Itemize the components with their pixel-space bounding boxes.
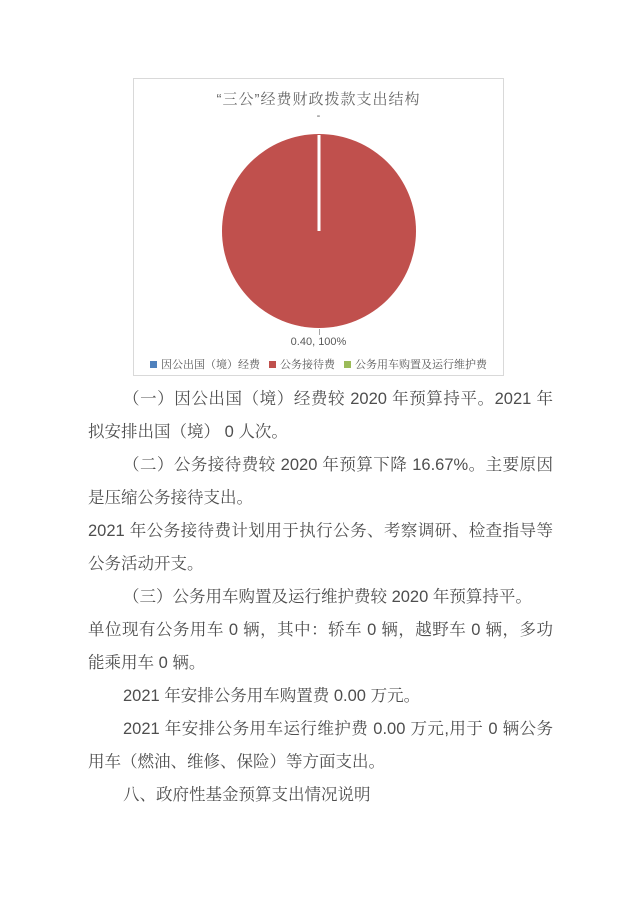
paragraph: 2021 年公务接待费计划用于执行公务、考察调研、检查指导等公务活动开支。	[88, 522, 553, 573]
section-heading: 八、政府性基金预算支出情况说明	[123, 786, 371, 804]
document-body	[88, 383, 553, 812]
paragraph: （一）因公出国（境）经费较 2020 年预算持平。2021 年拟安排出国（境） 0 人次。	[88, 390, 553, 441]
paragraph: 2021 年安排公务用车购置费 0.00 万元。	[123, 687, 421, 705]
pie-chart	[133, 78, 504, 376]
data-label-leader-line	[319, 329, 320, 335]
legend-item-reception	[269, 356, 335, 372]
legend-item-vehicles	[344, 356, 487, 372]
chart-title: “三公”经费财政拨款支出结构	[216, 91, 421, 108]
paragraph: （三）公务用车购置及运行维护费较 2020 年预算持平。	[123, 588, 532, 606]
pie-graphic	[222, 134, 416, 328]
paragraph: （二）公务接待费较 2020 年预算下降 16.67%。主要原因是压缩公务接待支出。	[88, 456, 553, 507]
pie-data-label: 0.40, 100%	[290, 336, 347, 348]
legend-label: 因公出国（境）经费	[161, 359, 260, 371]
legend-label: 公务用车购置及运行维护费	[355, 359, 487, 371]
legend-square-blue-icon	[150, 361, 157, 368]
zero-series-data-label: -	[316, 110, 321, 122]
chart-legend	[134, 356, 503, 372]
paragraph: 2021 年安排公务用车运行维护费 0.00 万元,用于 0 辆公务用车（燃油、维修、保险）等方面支出。	[88, 720, 553, 771]
legend-square-green-icon	[344, 361, 351, 368]
legend-square-red-icon	[269, 361, 276, 368]
legend-label: 公务接待费	[280, 359, 335, 371]
paragraph: 单位现有公务用车 0 辆，其中：轿车 0 辆，越野车 0 辆，多功能乘用车 0 辆。	[88, 621, 553, 672]
legend-item-abroad	[150, 356, 260, 372]
